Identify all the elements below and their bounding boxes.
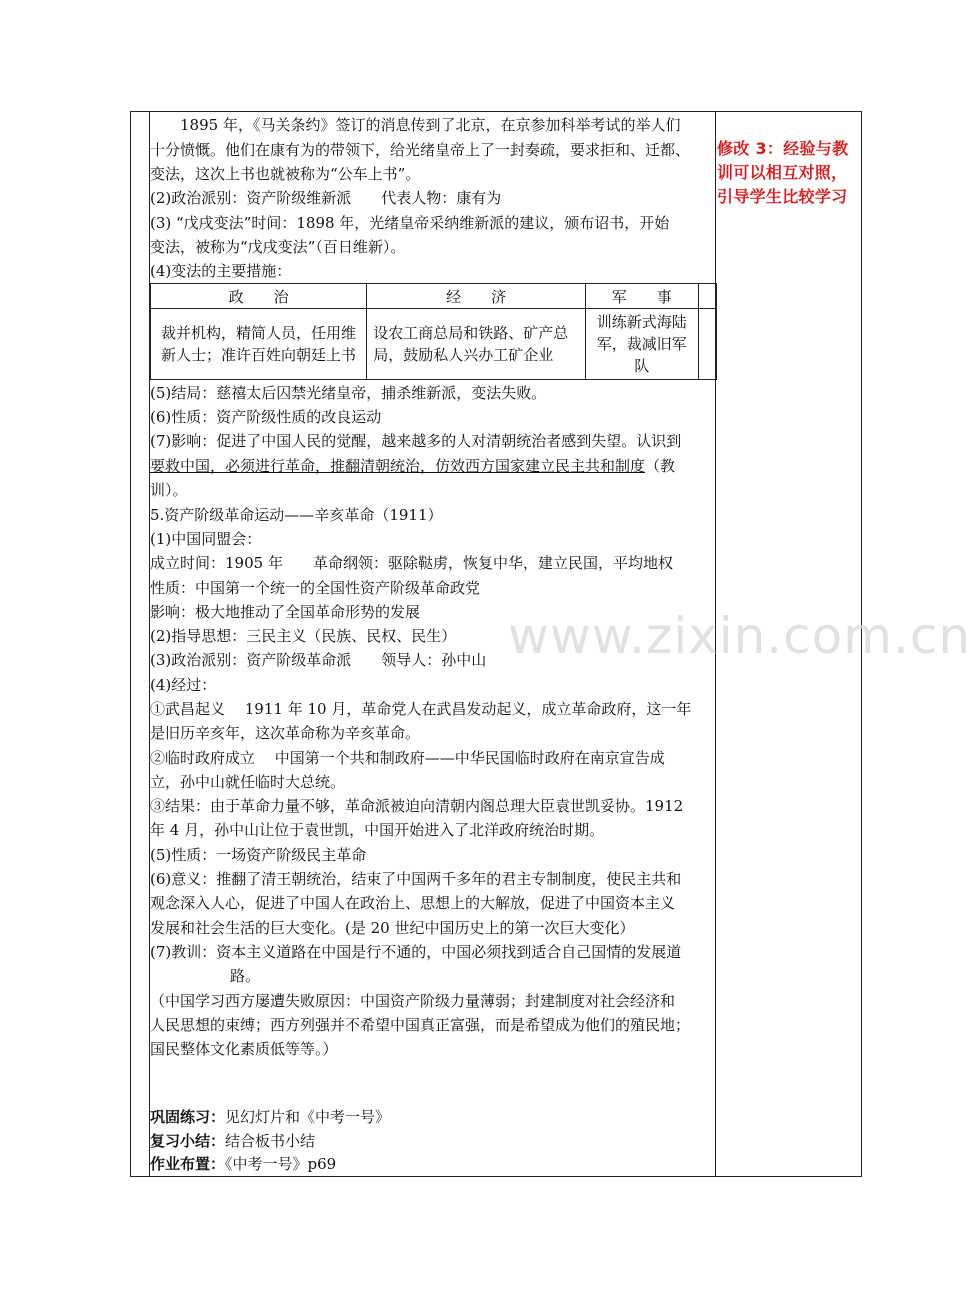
xinhai-process: (4)经过：	[150, 676, 217, 694]
intro-line-3: 变法，这次上书也就被称为“公车上书”。	[150, 165, 421, 183]
meaning-line-3: 发展和社会生活的巨大变化。(是 20 世纪中国历史上的第一次巨大变化）	[150, 919, 635, 937]
wuchang-line-2: 是旧历辛亥年，这次革命称为辛亥革命。	[150, 724, 421, 742]
league-founded: 成立时间：1905 年 革命纲领：驱除鞑虏，恢复中华，建立民国，平均地权	[150, 554, 673, 572]
impact-underlined-text: 要救中国，必须进行革命，推翻清朝统治，仿效西方国家建立民主共和制度	[150, 457, 646, 475]
wuxu-nature: (6)性质：资产阶级性质的改良运动	[150, 408, 382, 426]
outcome-line-1: ③结果：由于革命力量不够，革命派被迫向清朝内阁总理大臣袁世凯妥协。1912	[150, 797, 684, 815]
table-left-border	[130, 111, 131, 1177]
outcome-line-2: 年 4 月，孙中山让位于袁世凯，中国开始进入了北洋政府统治时期。	[150, 821, 605, 839]
meaning-line-1: (6)意义：推翻了清王朝统治，结束了中国两千多年的君主专制制度，使民主共和	[150, 870, 682, 888]
header-military: 军 事	[585, 284, 698, 309]
header-economy: 经 济	[367, 284, 586, 309]
xinhai-faction: (3)政治派别：资产阶级革命派 领导人：孙中山	[150, 651, 487, 669]
why-line-2: 人民思想的束缚；西方列强并不希望中国真正富强，而是希望成为他们的殖民地；	[150, 1016, 691, 1034]
xinhai-heading: 5.资产阶级革命运动——辛亥革命（1911）	[150, 506, 443, 524]
lesson-line-1: (7)教训：资本主义道路在中国是行不通的，中国必须找到适合自己国情的发展道	[150, 943, 682, 961]
league-nature: 性质：中国第一个统一的全国性资产阶级革命政党	[150, 579, 481, 597]
impact-tail-text: （教	[645, 457, 676, 475]
intro-line-1: 1895 年，《马关条约》签订的消息传到了北京，在京参加科举考试的举人们	[180, 116, 681, 134]
league-impact: 影响：极大地推动了全国革命形势的发展	[150, 603, 421, 621]
homework-label: 作业布置：	[150, 1155, 226, 1173]
summary-label: 复习小结：	[150, 1132, 226, 1150]
header-empty	[698, 284, 716, 309]
cell-economy: 设农工商总局和铁路、矿产总局，鼓励私人兴办工矿企业	[367, 309, 586, 380]
wuxu-impact-line-2	[150, 454, 716, 479]
homework-text: 《中考一号》p69	[225, 1155, 337, 1173]
xinhai-nature: (5)性质：一场资产阶级民主革命	[150, 846, 367, 864]
wuxu-measures-title: (4)变法的主要措施：	[150, 262, 292, 280]
summary-line	[150, 1129, 716, 1154]
gov-line-1: ②临时政府成立 中国第一个共和制政府——中华民国临时政府在南京宣告成	[150, 749, 665, 767]
table-top-border	[130, 111, 862, 112]
wuxu-time-line-1: (3) “戊戌变法”时间：1898 年，光绪皇帝采纳维新派的建议，颁布诏书，开始	[150, 214, 670, 232]
why-line-3: 国民整体文化素质低等等。）	[150, 1040, 338, 1058]
wuxu-impact-line-1: (7)影响：促进了中国人民的觉醒，越来越多的人对清朝统治者感到失望。认识到	[150, 432, 682, 450]
summary-text: 结合板书小结	[225, 1132, 316, 1150]
xinhai-ideology: (2)指导思想：三民主义（民族、民权、民生）	[150, 627, 457, 645]
watermark: www.zixin.com.cn	[508, 607, 971, 665]
homework-line	[150, 1152, 716, 1177]
header-politics: 政 治	[151, 284, 367, 309]
meaning-line-2: 观念深入人心，促进了中国人在政治上、思想上的大解放，促进了中国资本主义	[150, 894, 676, 912]
wuchang-line-1: ①武昌起义 1911 年 10 月，革命党人在武昌发动起义，成立革命政府，这一年	[150, 700, 692, 718]
practice-text: 见幻灯片和《中考一号》	[225, 1108, 391, 1126]
cell-empty	[698, 309, 716, 380]
lesson-line-2: 路。	[230, 967, 261, 985]
wuxu-faction: (2)政治派别：资产阶级维新派 代表人物：康有为	[150, 189, 502, 207]
why-line-1: （中国学习西方屡遭失败原因：中国资产阶级力量薄弱；封建制度对社会经济和	[150, 992, 676, 1010]
table-header-row	[151, 284, 717, 309]
league-title: (1)中国同盟会：	[150, 530, 262, 548]
table-row	[151, 309, 717, 380]
wuxu-time-line-2: 变法，被称为“戊戌变法”（百日维新）。	[150, 238, 406, 256]
wuxu-result: (5)结局：慈禧太后囚禁光绪皇帝，捕杀维新派，变法失败。	[150, 384, 547, 402]
practice-line	[150, 1105, 716, 1130]
gov-line-2: 立，孙中山就任临时大总统。	[150, 773, 346, 791]
cell-politics: 裁并机构，精简人员，任用维新人士；准许百姓向朝廷上书	[151, 309, 367, 380]
revision-note: 修改 3：经验与教训可以相互对照，引导学生比较学习	[717, 139, 849, 206]
cell-military: 训练新式海陆军，裁减旧军队	[585, 309, 698, 380]
reform-measures-table	[150, 283, 717, 380]
practice-label: 巩固练习：	[150, 1108, 226, 1126]
wuxu-impact-line-3: 训）。	[150, 481, 188, 499]
intro-line-2: 十分愤慨。他们在康有为的带领下，给光绪皇帝上了一封奏疏，要求拒和、迁都、	[150, 141, 691, 159]
